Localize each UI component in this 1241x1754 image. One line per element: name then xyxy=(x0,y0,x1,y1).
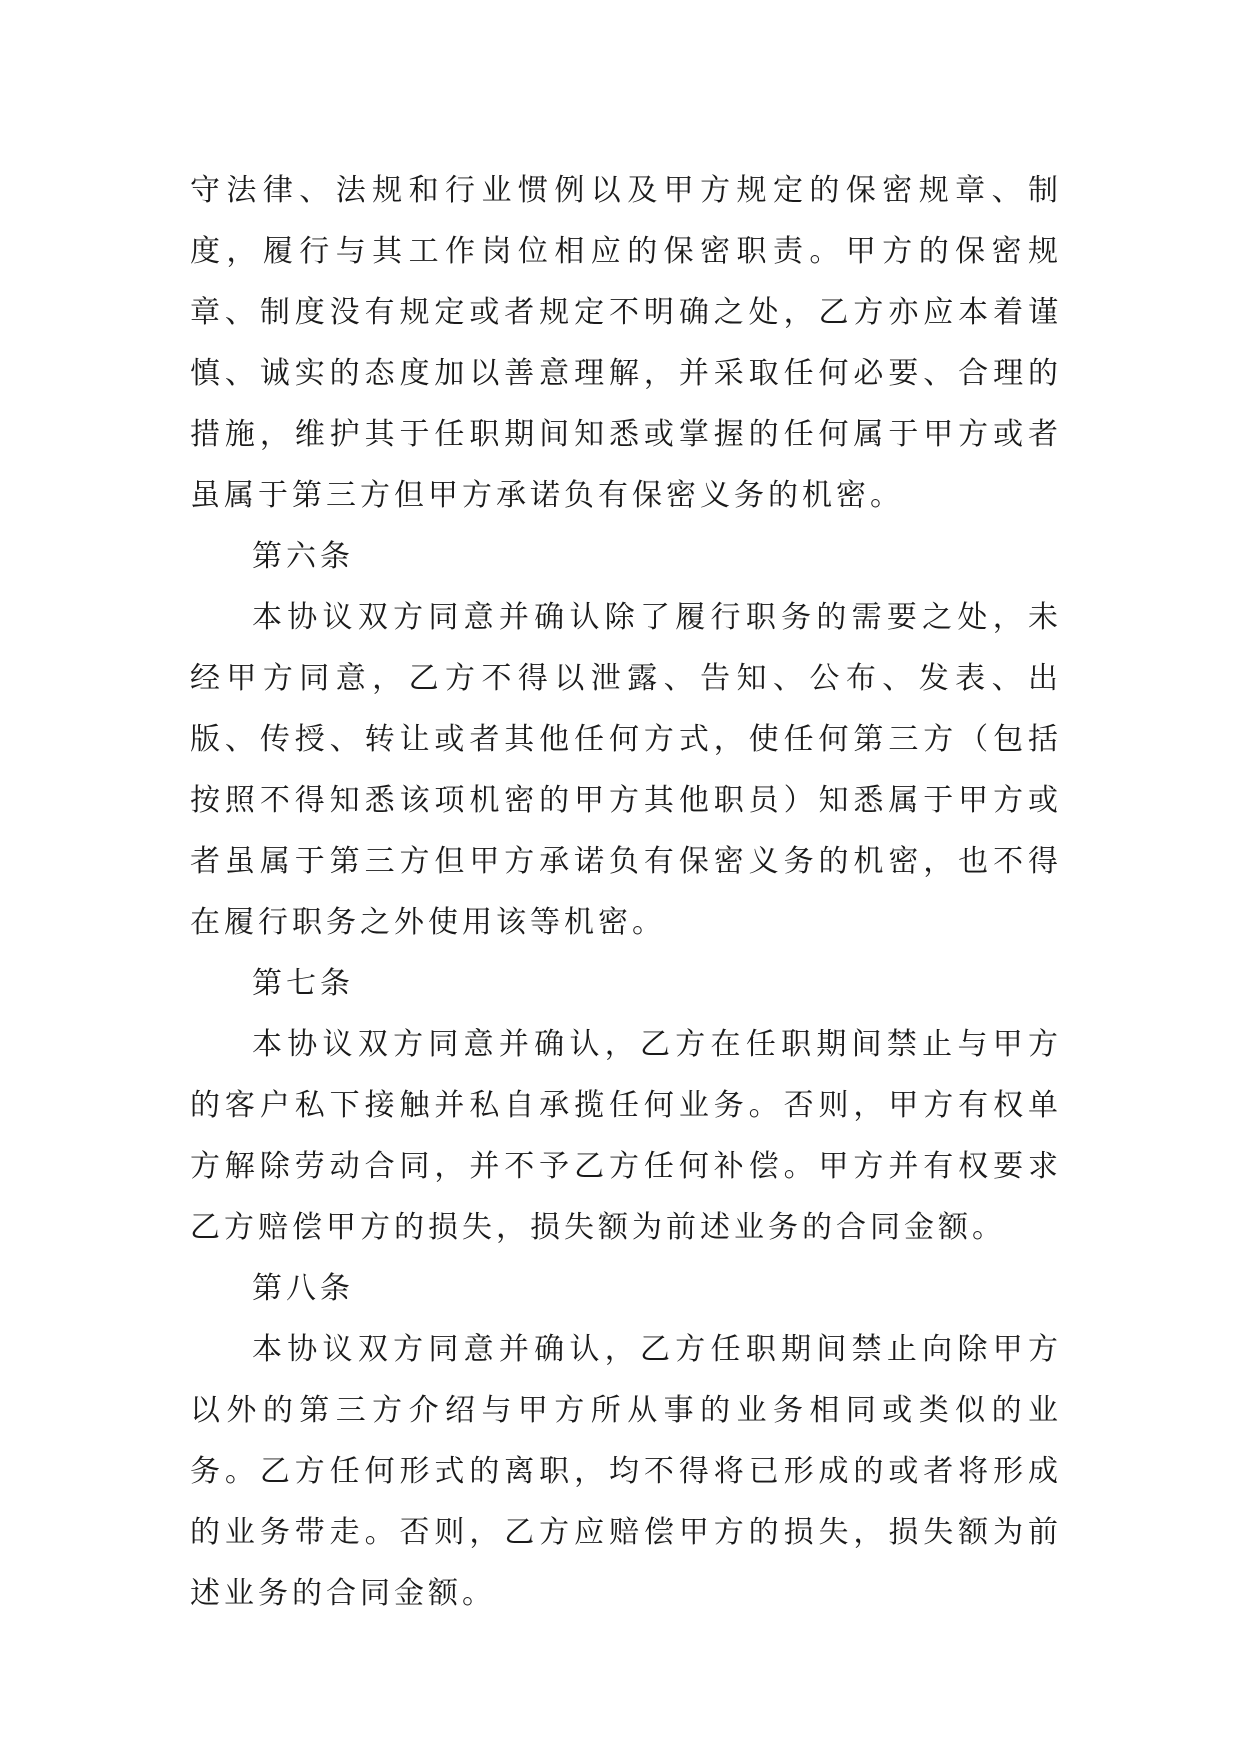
paragraph-continued: 守法律、法规和行业惯例以及甲方规定的保密规章、制度，履行与其工作岗位相应的保密职责。甲方的保密规章、制度没有规定或者规定不明确之处，乙方亦应本着谨慎、诚实的态度加以善意理解，并采取任何必要、合理的措施，维护其于任职期间知悉或掌握的任何属于甲方或者虽属于第三方但甲方承诺负有保密义务的机密。 xyxy=(190,173,1062,513)
article-7-paragraph: 本协议双方同意并确认，乙方在任职期间禁止与甲方的客户私下接触并私自承揽任何业务。否则，甲方有权单方解除劳动合同，并不予乙方任何补偿。甲方并有权要求乙方赔偿甲方的损失，损失额为前述业务的合同金额。 xyxy=(190,1027,1062,1245)
article-heading-6: 第六条 xyxy=(252,539,354,574)
document-body xyxy=(190,160,1062,1624)
article-6-paragraph: 本协议双方同意并确认除了履行职务的需要之处，未经甲方同意，乙方不得以泄露、告知、公布、发表、出版、传授、转让或者其他任何方式，使任何第三方（包括按照不得知悉该项机密的甲方其他职员）知悉属于甲方或者虽属于第三方但甲方承诺负有保密义务的机密，也不得在履行职务之外使用该等机密。 xyxy=(190,600,1062,940)
article-8-paragraph: 本协议双方同意并确认，乙方任职期间禁止向除甲方以外的第三方介绍与甲方所从事的业务相同或类似的业务。乙方任何形式的离职，均不得将已形成的或者将形成的业务带走。否则，乙方应赔偿甲方的损失，损失额为前述业务的合同金额。 xyxy=(190,1332,1062,1611)
article-heading-7: 第七条 xyxy=(252,966,354,1001)
article-heading-8: 第八条 xyxy=(252,1271,354,1306)
